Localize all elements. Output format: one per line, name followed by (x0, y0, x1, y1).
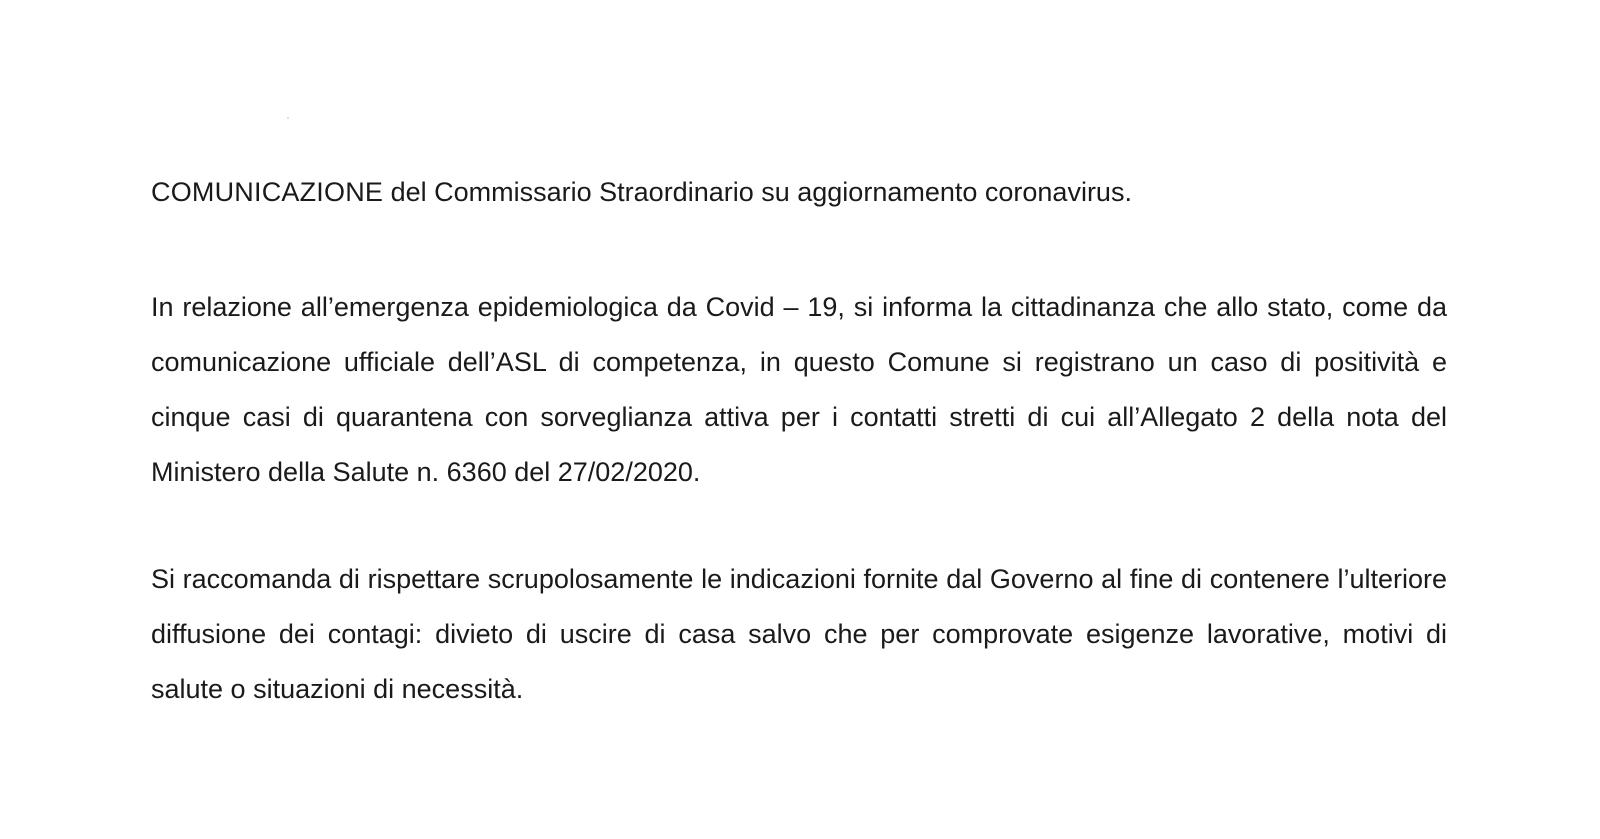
scan-speck (287, 117, 289, 119)
title-lead: COMUNICAZIONE (151, 177, 384, 207)
paragraph-emergency-update: In relazione all’emergenza epidemiologica da Covid – 19, si informa la cittadinanza che allo stato, come da comunicazione ufficiale dell’ASL di competenza, in questo Comune si registrano un caso di positività e cinque casi di quarantena con sorveglianza attiva per i contatti stretti di cui all’Allegato 2 della nota del Ministero della Salute n. 6360 del 27/02/2020. (151, 292, 1447, 487)
document-title (151, 172, 1451, 212)
paragraph-recommendation: Si raccomanda di rispettare scrupolosamente le indicazioni fornite dal Governo al fine di contenere l’ulteriore diffusione dei contagi: divieto di uscire di casa salvo che per comprovate esigenze lavorative, motivi di salute o situazioni di necessità. (151, 564, 1447, 704)
title-rest: del Commissario Straordinario su aggiornamento coronavirus. (383, 177, 1132, 207)
